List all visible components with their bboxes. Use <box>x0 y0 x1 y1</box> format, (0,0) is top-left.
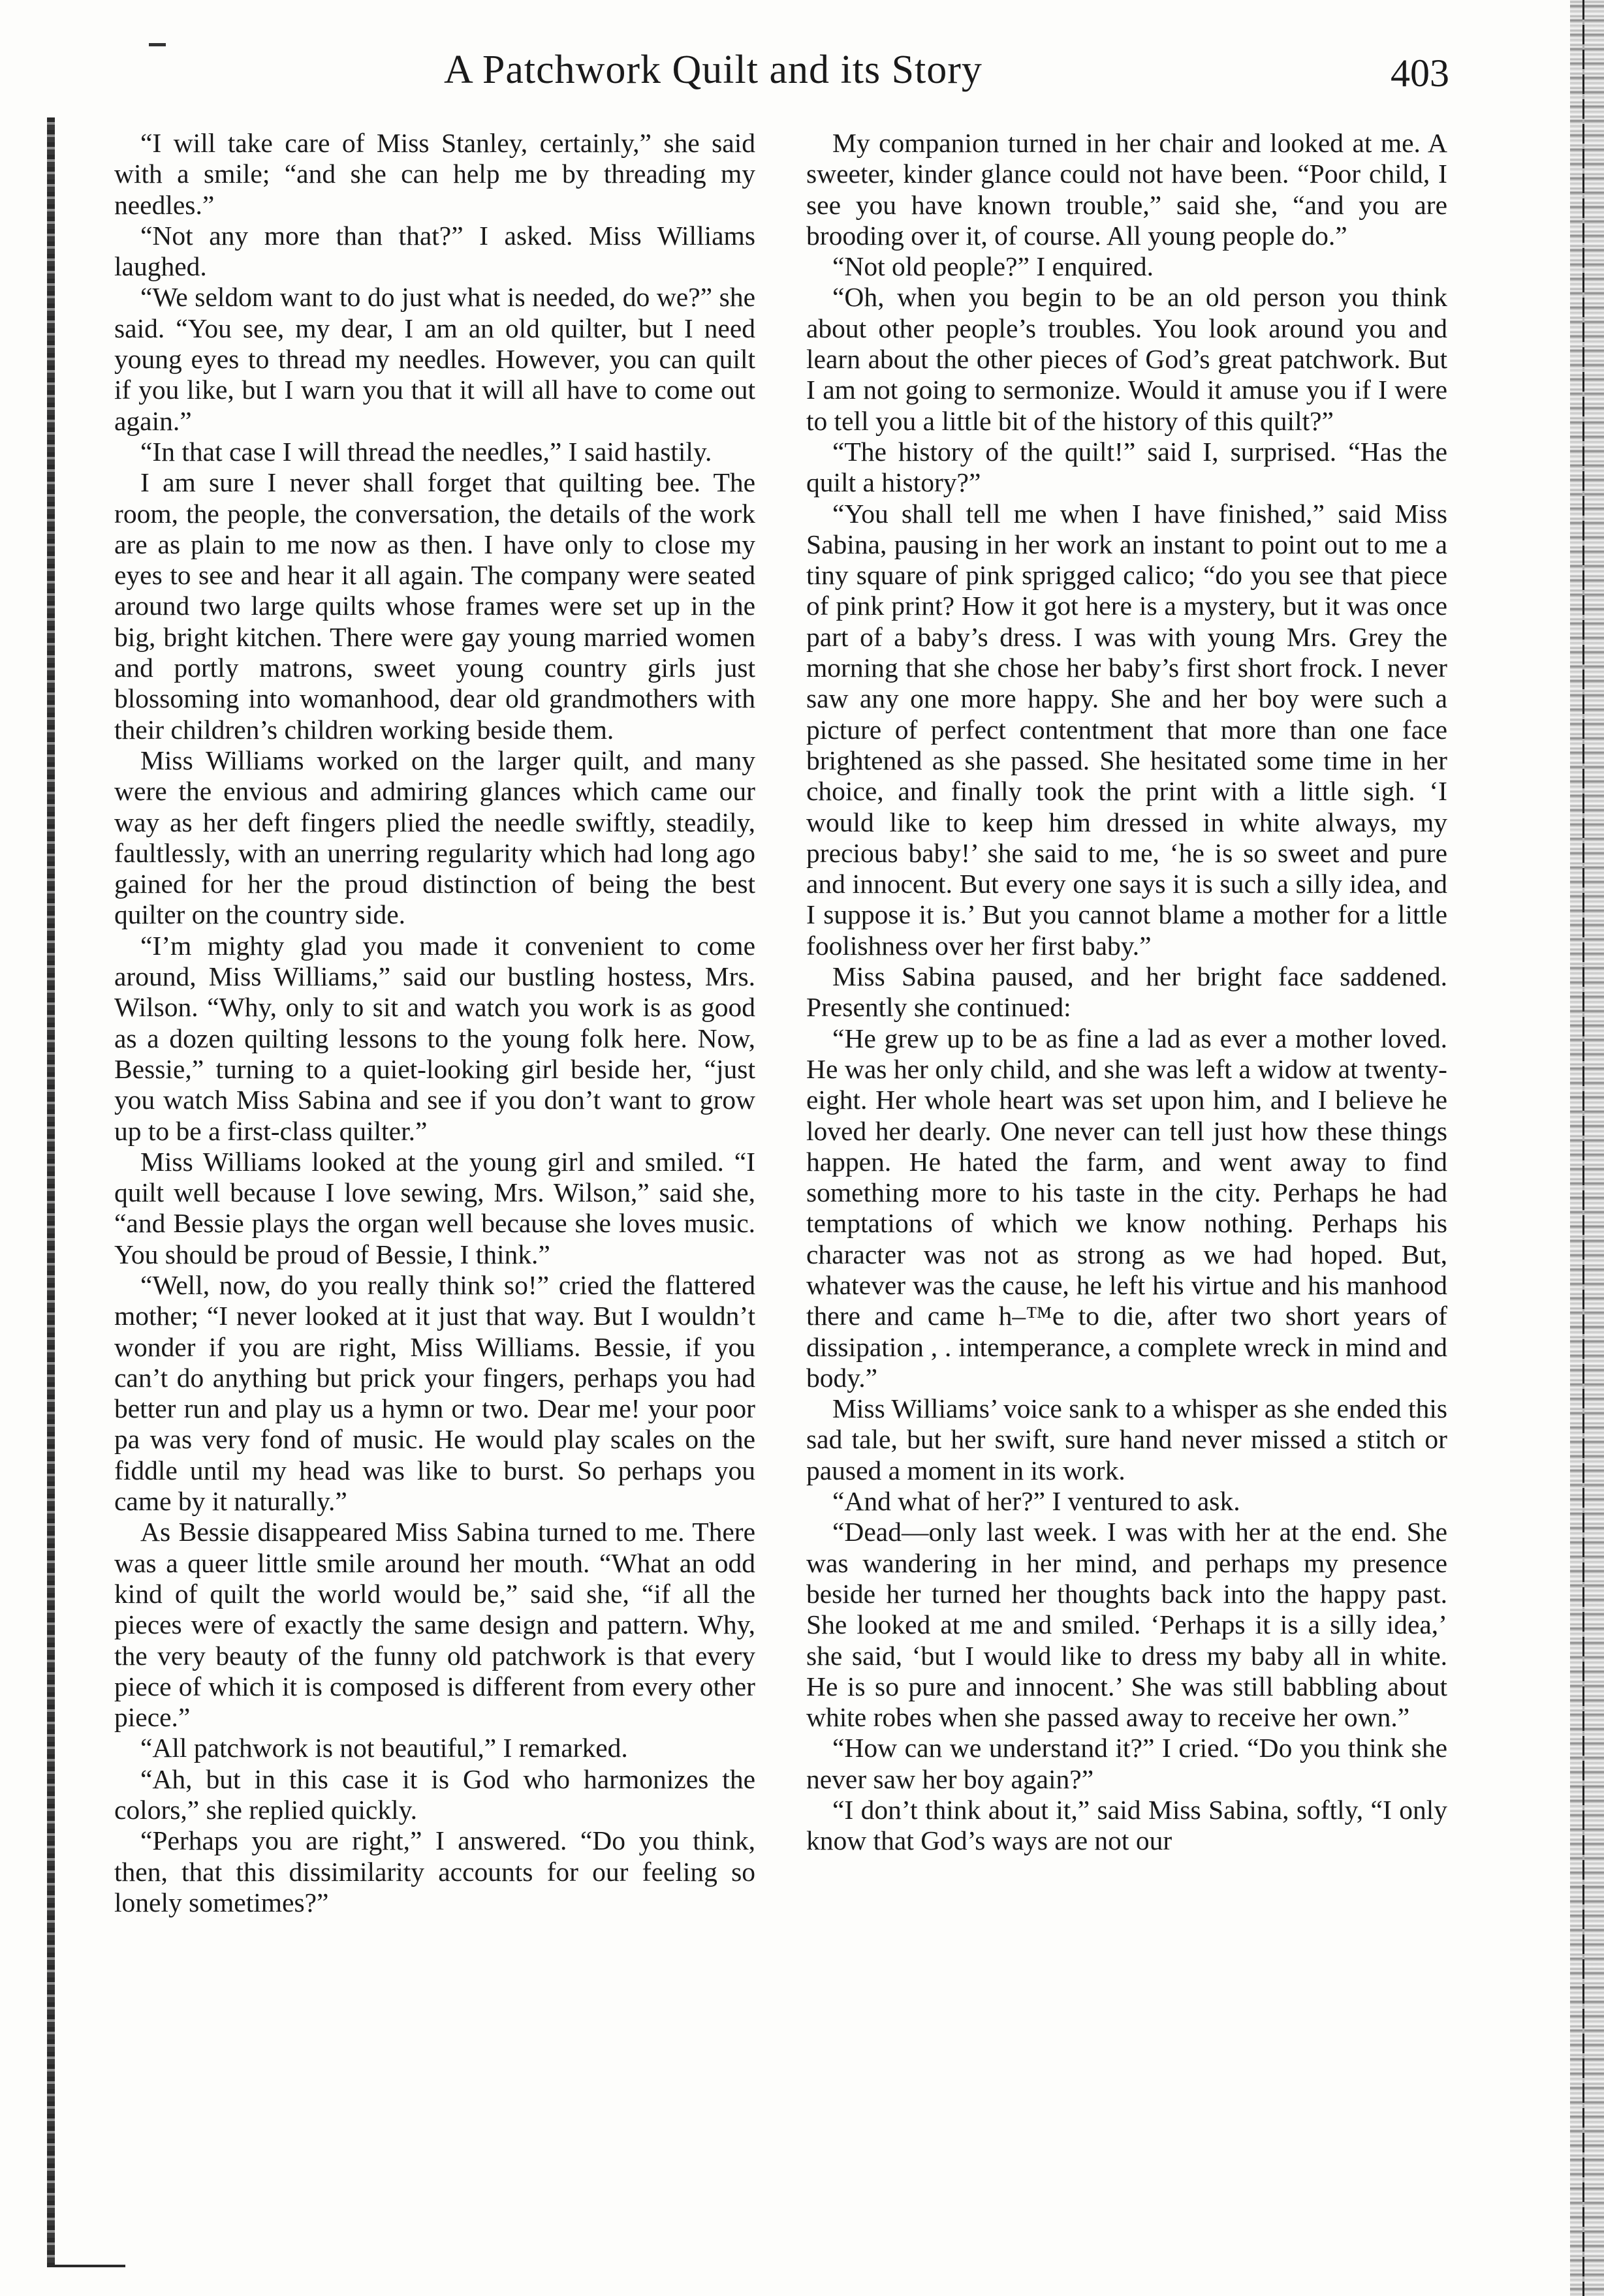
running-title: A Patchwork Quilt and its Story <box>444 48 983 92</box>
page-number: 403 <box>1391 52 1449 95</box>
left-rule-foot <box>47 2265 125 2267</box>
paragraph: “All patchwork is not beautiful,” I remarked. <box>140 1733 628 1763</box>
paragraph: “I’m mighty glad you made it convenient to come around, Miss Williams,” said our bustling hostess, Mrs. Wilson. “Why, only to sit and watch you work is as good as a dozen quilting lessons to the young folk here. Now, Bessie,” turning to a quiet-looking girl beside her, “just you watch Miss Sabina and see if you don’t want to grow up to be a first-class quilter.” <box>114 930 755 1146</box>
paragraph: “Not old people?” I enquired. <box>832 251 1154 282</box>
ink-mark <box>149 43 166 46</box>
paragraph: Miss Williams looked at the young girl and smiled. “I quilt well because I love sewing, Mrs. Wilson,” said she, “and Bessie plays the organ well because she loves music. You should be proud of Bessie, I think.” <box>114 1146 755 1269</box>
paragraph: “How can we understand it?” I cried. “Do you think she never saw her boy again?” <box>806 1733 1447 1794</box>
paragraph: “You shall tell me when I have finished,” said Miss Sabina, pausing in her work an instant to point out to me a tiny square of pink sprigged calico; “do you see that piece of pink print? How it got here is a mystery, but it was once part of a baby’s dress. I was with young Mrs. Grey the morning that she chose her baby’s first short frock. I never saw any one more happy. She and her boy were such a picture of perfect contentment that more than one face brightened as she passed. She hesitated some time in her choice, and finally took the print with a little sigh. ‘I would like to keep him dressed in white always, my precious baby!’ she said to me, ‘he is so sweet and pure and innocent. But every one says it is such a silly idea, and I suppose it is.’ But you cannot blame a mother for a little foolishness over her first baby.” <box>806 498 1447 961</box>
paragraph: Miss Williams’ voice sank to a whisper as she ended this sad tale, but her swift, sure hand never missed a stitch or paused a moment in its work. <box>806 1393 1447 1485</box>
right-scan-edge <box>1570 0 1604 2296</box>
paragraph: “Dead—only last week. I was with her at the end. She was wandering in her mind, and perhaps my presence beside her turned her thoughts back into the happy past. She looked at me and smiled. ‘Perhaps it is a silly idea,’ she said, ‘but I would like to dress my baby all in white. He is so pure and innocent.’ She was still babbling about white robes when she passed away to receive her own.” <box>806 1517 1447 1733</box>
right-column <box>806 128 1447 1857</box>
paragraph: Miss Williams worked on the larger quilt, and many were the envious and admiring glances which came our way as her deft fingers plied the needle swiftly, steadily, faultlessly, with an unerring regularity which had long ago gained for her the proud distinction of being the best quilter on the country side. <box>114 745 755 930</box>
paragraph: Miss Sabina paused, and her bright face saddened. Presently she continued: <box>806 961 1447 1023</box>
paragraph: “We seldom want to do just what is needed, do we?” she said. “You see, my dear, I am an old quilter, but I need young eyes to thread my needles. However, you can quilt if you like, but I warn you that it will all have to come out again.” <box>114 282 755 436</box>
paragraph: I am sure I never shall forget that quilting bee. The room, the people, the conversation, the details of the work are as plain to me now as then. I have only to close my eyes to see and hear it all again. The company were seated around two large quilts whose frames were set up in the big, bright kitchen. There were gay young married women and portly matrons, sweet young country girls just blossoming into womanhood, dear old grandmothers with their children’s children working beside them. <box>114 467 755 745</box>
paragraph: “Ah, but in this case it is God who harmonizes the colors,” she replied quickly. <box>114 1763 755 1825</box>
paragraph: My companion turned in her chair and looked at me. A sweeter, kinder glance could not have been. “Poor child, I see you have known trouble,” said she, “and you are brooding over it, of course. All young people do.” <box>806 128 1447 251</box>
paragraph: “And what of her?” I ventured to ask. <box>832 1486 1240 1517</box>
left-column <box>114 128 755 1918</box>
right-edge-rule <box>1582 0 1584 2296</box>
paragraph: As Bessie disappeared Miss Sabina turned to me. There was a queer little smile around her mouth. “What an odd kind of quilt the world would be,” said she, “if all the pieces were of exactly the same design and pattern. Why, the very beauty of the funny old patchwork is that every piece of which it is composed is different from every other piece.” <box>114 1517 755 1733</box>
paragraph: “The history of the quilt!” said I, surprised. “Has the quilt a history?” <box>806 436 1447 498</box>
paragraph: “In that case I will thread the needles,” I said hastily. <box>140 436 712 467</box>
left-binding-rule <box>47 117 55 2265</box>
page-header <box>0 47 1604 112</box>
paragraph: “He grew up to be as fine a lad as ever a mother loved. He was her only child, and she was left a widow at twenty-eight. Her whole heart was set upon him, and I believe he loved her dearly. One never can tell just how these things happen. He hated the farm, and went away to find something more to his taste in the city. Perhaps he had temptations of which we know nothing. Perhaps his character was not as strong as we had hoped. But, whatever was the cause, he left his virtue and his manhood there and came h‒™e to die, after two short years of dissipation , . intemperance, a complete wreck in mind and body.” <box>806 1023 1447 1393</box>
paragraph: “Oh, when you begin to be an old person you think about other people’s troubles. You look around you and learn about the other pieces of God’s great patchwork. But I am not going to sermonize. Would it amuse you if I were to tell you a little bit of the history of this quilt?” <box>806 282 1447 436</box>
paragraph: “I don’t think about it,” said Miss Sabina, softly, “I only know that God’s ways are not our <box>806 1795 1447 1856</box>
paragraph: “I will take care of Miss Stanley, certainly,” she said with a smile; “and she can help me by threading my needles.” <box>114 128 755 220</box>
paragraph: “Not any more than that?” I asked. Miss Williams laughed. <box>114 220 755 282</box>
paragraph: “Perhaps you are right,” I answered. “Do you think, then, that this dissimilarity accounts for our feeling so lonely sometimes?” <box>114 1825 755 1917</box>
paragraph: “Well, now, do you really think so!” cried the flattered mother; “I never looked at it just that way. But I wouldn’t wonder if you are right, Miss Williams. Bessie, if you can’t do anything but prick your fingers, perhaps you had better run and play us a hymn or two. Dear me! your poor pa was very fond of music. He would play scales on the fiddle until my head was like to burst. So perhaps you came by it naturally.” <box>114 1269 755 1517</box>
